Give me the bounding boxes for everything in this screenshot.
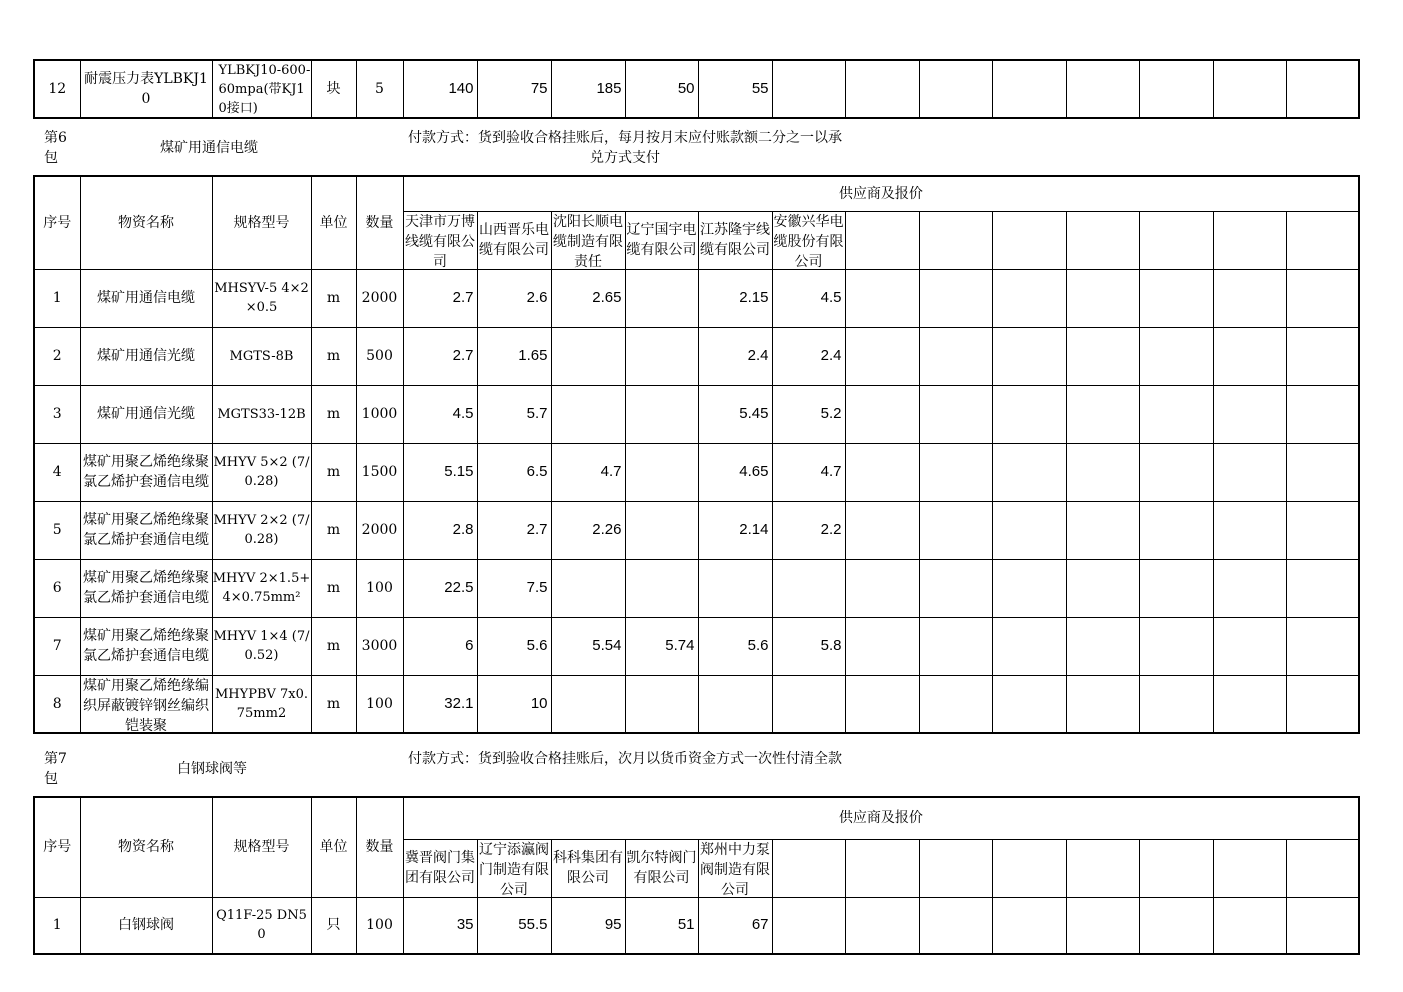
empty-cell xyxy=(845,839,919,897)
item-unit: m xyxy=(311,501,356,559)
price-cell: 4.5 xyxy=(772,269,845,327)
empty-cell xyxy=(1286,385,1359,443)
empty-cell xyxy=(845,443,919,501)
empty-cell xyxy=(1213,839,1286,897)
row-number: 12 xyxy=(34,60,80,118)
price-cell xyxy=(698,675,772,733)
empty-cell xyxy=(1213,269,1286,327)
row-number: 8 xyxy=(34,675,80,733)
price-cell: 6.5 xyxy=(477,443,551,501)
price-cell: 2.7 xyxy=(403,327,477,385)
empty-cell xyxy=(1286,443,1359,501)
empty-cell xyxy=(1286,839,1359,897)
empty-cell xyxy=(845,617,919,675)
price-cell: 1.65 xyxy=(477,327,551,385)
price-cell: 50 xyxy=(625,60,698,118)
empty-cell xyxy=(919,327,992,385)
empty-cell xyxy=(1286,559,1359,617)
empty-cell xyxy=(845,675,919,733)
price-cell xyxy=(551,559,625,617)
item-unit: m xyxy=(311,269,356,327)
item-spec: MGTS-8B xyxy=(212,327,311,385)
header-name: 物资名称 xyxy=(80,797,212,897)
empty-cell xyxy=(1213,443,1286,501)
price-cell xyxy=(625,559,698,617)
row-number: 6 xyxy=(34,559,80,617)
empty-cell xyxy=(845,897,919,954)
price-cell: 2.4 xyxy=(698,327,772,385)
empty-cell xyxy=(1139,501,1213,559)
header-name: 物资名称 xyxy=(80,176,212,269)
empty-cell xyxy=(772,60,845,118)
empty-cell xyxy=(1139,327,1213,385)
empty-cell xyxy=(992,559,1066,617)
item-name: 煤矿用聚乙烯绝缘聚氯乙烯护套通信电缆 xyxy=(80,559,212,617)
empty-cell xyxy=(919,839,992,897)
price-cell: 185 xyxy=(551,60,625,118)
empty-cell xyxy=(992,839,1066,897)
item-qty: 100 xyxy=(356,675,403,733)
pack6-title: 煤矿用通信电缆 xyxy=(160,140,258,156)
price-cell xyxy=(772,675,845,733)
empty-cell xyxy=(1139,839,1213,897)
item-unit: m xyxy=(311,443,356,501)
item-unit: 只 xyxy=(311,897,356,954)
table-row xyxy=(34,897,1359,954)
header-qty: 数量 xyxy=(356,176,403,269)
header-row xyxy=(34,797,1359,839)
price-cell: 2.2 xyxy=(772,501,845,559)
empty-cell xyxy=(1213,559,1286,617)
price-cell: 5.8 xyxy=(772,617,845,675)
empty-cell xyxy=(1066,211,1139,269)
empty-cell xyxy=(1139,60,1213,118)
supplier-name: 冀晋阀门集团有限公司 xyxy=(403,839,477,897)
empty-cell xyxy=(919,443,992,501)
item-unit: m xyxy=(311,675,356,733)
price-cell: 4.65 xyxy=(698,443,772,501)
price-cell: 7.5 xyxy=(477,559,551,617)
empty-cell xyxy=(772,897,845,954)
item-qty: 2000 xyxy=(356,501,403,559)
item-qty: 1000 xyxy=(356,385,403,443)
empty-cell xyxy=(919,617,992,675)
empty-cell xyxy=(919,60,992,118)
empty-cell xyxy=(919,385,992,443)
price-cell xyxy=(551,327,625,385)
empty-cell xyxy=(1213,675,1286,733)
empty-cell xyxy=(1213,617,1286,675)
item-unit: m xyxy=(311,385,356,443)
row-number: 5 xyxy=(34,501,80,559)
table-row xyxy=(34,60,1359,118)
empty-cell xyxy=(1286,211,1359,269)
item-name: 耐震压力表YLBKJ10 xyxy=(80,60,212,118)
empty-cell xyxy=(919,211,992,269)
price-cell: 75 xyxy=(477,60,551,118)
empty-cell xyxy=(1066,60,1139,118)
price-cell: 2.14 xyxy=(698,501,772,559)
item-spec: YLBKJ10-600-60mpa(带KJ10接口) xyxy=(212,60,311,118)
empty-cell xyxy=(845,269,919,327)
empty-cell xyxy=(1066,675,1139,733)
item-qty: 3000 xyxy=(356,617,403,675)
header-spec: 规格型号 xyxy=(212,176,311,269)
empty-cell xyxy=(919,501,992,559)
price-cell: 2.7 xyxy=(403,269,477,327)
empty-cell xyxy=(992,897,1066,954)
row-number: 3 xyxy=(34,385,80,443)
price-cell: 2.8 xyxy=(403,501,477,559)
item-qty: 500 xyxy=(356,327,403,385)
price-cell: 5.74 xyxy=(625,617,698,675)
empty-cell xyxy=(845,559,919,617)
item-spec: MHYV 2×2 (7/0.28) xyxy=(212,501,311,559)
empty-cell xyxy=(1066,443,1139,501)
supplier-name: 凯尔特阀门有限公司 xyxy=(625,839,698,897)
table-row xyxy=(34,617,1359,675)
row-number: 7 xyxy=(34,617,80,675)
empty-cell xyxy=(1213,60,1286,118)
price-cell: 35 xyxy=(403,897,477,954)
price-cell: 2.6 xyxy=(477,269,551,327)
price-cell: 4.7 xyxy=(772,443,845,501)
empty-cell xyxy=(992,327,1066,385)
table-row xyxy=(34,385,1359,443)
price-cell: 5.54 xyxy=(551,617,625,675)
header-row xyxy=(34,176,1359,211)
supplier-name: 江苏隆宇线缆有限公司 xyxy=(698,211,772,269)
table-row xyxy=(34,675,1359,733)
empty-cell xyxy=(992,675,1066,733)
item-unit: m xyxy=(311,559,356,617)
row-number: 1 xyxy=(34,269,80,327)
price-cell: 67 xyxy=(698,897,772,954)
table-row xyxy=(34,269,1359,327)
empty-cell xyxy=(1066,839,1139,897)
item-qty: 1500 xyxy=(356,443,403,501)
empty-cell xyxy=(1066,617,1139,675)
empty-cell xyxy=(1066,327,1139,385)
item-unit: m xyxy=(311,327,356,385)
empty-cell xyxy=(919,269,992,327)
item-name: 煤矿用通信光缆 xyxy=(80,327,212,385)
item-spec: MHYPBV 7x0.75mm2 xyxy=(212,675,311,733)
supplier-name: 天津市万博线缆有限公司 xyxy=(403,211,477,269)
price-cell: 95 xyxy=(551,897,625,954)
empty-cell xyxy=(992,385,1066,443)
price-cell xyxy=(698,559,772,617)
item-spec: Q11F-25 DN50 xyxy=(212,897,311,954)
empty-cell xyxy=(1139,675,1213,733)
item-spec: MHYV 1×4 (7/0.52) xyxy=(212,617,311,675)
empty-cell xyxy=(1066,897,1139,954)
header-qty: 数量 xyxy=(356,797,403,897)
header-suppliers: 供应商及报价 xyxy=(403,176,1359,211)
empty-cell xyxy=(992,269,1066,327)
empty-cell xyxy=(1139,269,1213,327)
empty-cell xyxy=(1286,327,1359,385)
table-row xyxy=(34,443,1359,501)
empty-cell xyxy=(1286,617,1359,675)
item-qty: 100 xyxy=(356,897,403,954)
supplier-name: 辽宁添瀛阀门制造有限公司 xyxy=(477,839,551,897)
price-cell xyxy=(625,675,698,733)
header-suppliers: 供应商及报价 xyxy=(403,797,1359,839)
item-unit: 块 xyxy=(311,60,356,118)
row-number: 2 xyxy=(34,327,80,385)
empty-cell xyxy=(1139,897,1213,954)
item-spec: MHYV 5×2 (7/0.28) xyxy=(212,443,311,501)
item-qty: 100 xyxy=(356,559,403,617)
pack7-payment: 付款方式：货到验收合格挂账后，次月以货币资金方式一次性付清全款 xyxy=(408,751,842,767)
empty-cell xyxy=(1213,897,1286,954)
empty-cell xyxy=(1139,385,1213,443)
table-row xyxy=(34,327,1359,385)
empty-cell xyxy=(845,327,919,385)
pack7-title: 白钢球阀等 xyxy=(177,761,247,777)
pack6-table xyxy=(33,175,1360,734)
price-cell xyxy=(625,501,698,559)
empty-cell xyxy=(1139,211,1213,269)
price-cell: 5.2 xyxy=(772,385,845,443)
pack6-label: 第6包 xyxy=(44,130,67,166)
header-spec: 规格型号 xyxy=(212,797,311,897)
empty-cell xyxy=(1286,897,1359,954)
price-cell: 2.26 xyxy=(551,501,625,559)
price-cell: 5.6 xyxy=(477,617,551,675)
price-cell: 22.5 xyxy=(403,559,477,617)
price-cell: 5.15 xyxy=(403,443,477,501)
price-cell: 5.45 xyxy=(698,385,772,443)
empty-cell xyxy=(1213,501,1286,559)
empty-cell xyxy=(1286,501,1359,559)
item-name: 白钢球阀 xyxy=(80,897,212,954)
table-row xyxy=(34,559,1359,617)
empty-cell xyxy=(992,443,1066,501)
item-spec: MHYV 2×1.5+4×0.75mm² xyxy=(212,559,311,617)
pack6-payment: 付款方式：货到验收合格挂账后，每月按月末应付账款额二分之一以承兑方式支付 xyxy=(408,130,842,166)
header-unit: 单位 xyxy=(311,797,356,897)
price-cell: 2.65 xyxy=(551,269,625,327)
row-number: 4 xyxy=(34,443,80,501)
empty-cell xyxy=(1213,385,1286,443)
price-cell: 5.7 xyxy=(477,385,551,443)
price-cell: 2.15 xyxy=(698,269,772,327)
price-cell: 140 xyxy=(403,60,477,118)
price-cell: 51 xyxy=(625,897,698,954)
empty-cell xyxy=(845,385,919,443)
item-name: 煤矿用聚乙烯绝缘编织屏蔽镀锌钢丝编织铠装聚 xyxy=(80,675,212,733)
empty-cell xyxy=(1286,269,1359,327)
empty-cell xyxy=(1139,559,1213,617)
item-name: 煤矿用聚乙烯绝缘聚氯乙烯护套通信电缆 xyxy=(80,443,212,501)
price-cell xyxy=(551,385,625,443)
pack7-table xyxy=(33,796,1360,955)
empty-cell xyxy=(1213,211,1286,269)
empty-cell xyxy=(1139,443,1213,501)
item-name: 煤矿用聚乙烯绝缘聚氯乙烯护套通信电缆 xyxy=(80,617,212,675)
header-no: 序号 xyxy=(34,797,80,897)
empty-cell xyxy=(992,60,1066,118)
pack7-label: 第7包 xyxy=(44,751,67,787)
item-unit: m xyxy=(311,617,356,675)
price-cell: 4.5 xyxy=(403,385,477,443)
empty-cell xyxy=(845,211,919,269)
price-cell xyxy=(551,675,625,733)
price-cell xyxy=(772,559,845,617)
empty-cell xyxy=(1286,60,1359,118)
empty-cell xyxy=(919,675,992,733)
empty-cell xyxy=(1286,675,1359,733)
item-name: 煤矿用通信电缆 xyxy=(80,269,212,327)
empty-cell xyxy=(845,501,919,559)
empty-cell xyxy=(772,839,845,897)
header-no: 序号 xyxy=(34,176,80,269)
empty-cell xyxy=(992,211,1066,269)
empty-cell xyxy=(1066,559,1139,617)
item-spec: MHSYV-5 4×2×0.5 xyxy=(212,269,311,327)
empty-cell xyxy=(992,617,1066,675)
supplier-name: 安徽兴华电缆股份有限公司 xyxy=(772,211,845,269)
price-cell: 5.6 xyxy=(698,617,772,675)
price-cell xyxy=(625,269,698,327)
price-cell xyxy=(625,327,698,385)
empty-cell xyxy=(919,897,992,954)
header-unit: 单位 xyxy=(311,176,356,269)
row-number: 1 xyxy=(34,897,80,954)
supplier-name: 科科集团有限公司 xyxy=(551,839,625,897)
supplier-name: 郑州中力泵阀制造有限公司 xyxy=(698,839,772,897)
price-cell: 10 xyxy=(477,675,551,733)
empty-cell xyxy=(1139,617,1213,675)
price-cell: 4.7 xyxy=(551,443,625,501)
empty-cell xyxy=(1066,385,1139,443)
empty-cell xyxy=(1213,327,1286,385)
empty-cell xyxy=(1066,501,1139,559)
item-spec: MGTS33-12B xyxy=(212,385,311,443)
price-cell: 2.4 xyxy=(772,327,845,385)
empty-cell xyxy=(845,60,919,118)
price-cell: 6 xyxy=(403,617,477,675)
price-cell: 32.1 xyxy=(403,675,477,733)
price-cell: 55.5 xyxy=(477,897,551,954)
item-name: 煤矿用通信光缆 xyxy=(80,385,212,443)
item-name: 煤矿用聚乙烯绝缘聚氯乙烯护套通信电缆 xyxy=(80,501,212,559)
empty-cell xyxy=(1066,269,1139,327)
price-cell: 2.7 xyxy=(477,501,551,559)
item-qty: 2000 xyxy=(356,269,403,327)
supplier-name: 山西晋乐电缆有限公司 xyxy=(477,211,551,269)
item-qty: 5 xyxy=(356,60,403,118)
price-cell xyxy=(625,443,698,501)
supplier-name: 沈阳长顺电缆制造有限责任 xyxy=(551,211,625,269)
empty-cell xyxy=(992,501,1066,559)
supplier-name: 辽宁国宇电缆有限公司 xyxy=(625,211,698,269)
empty-cell xyxy=(919,559,992,617)
price-cell: 55 xyxy=(698,60,772,118)
table-row xyxy=(34,501,1359,559)
top-continuation-table xyxy=(33,59,1360,119)
price-cell xyxy=(625,385,698,443)
